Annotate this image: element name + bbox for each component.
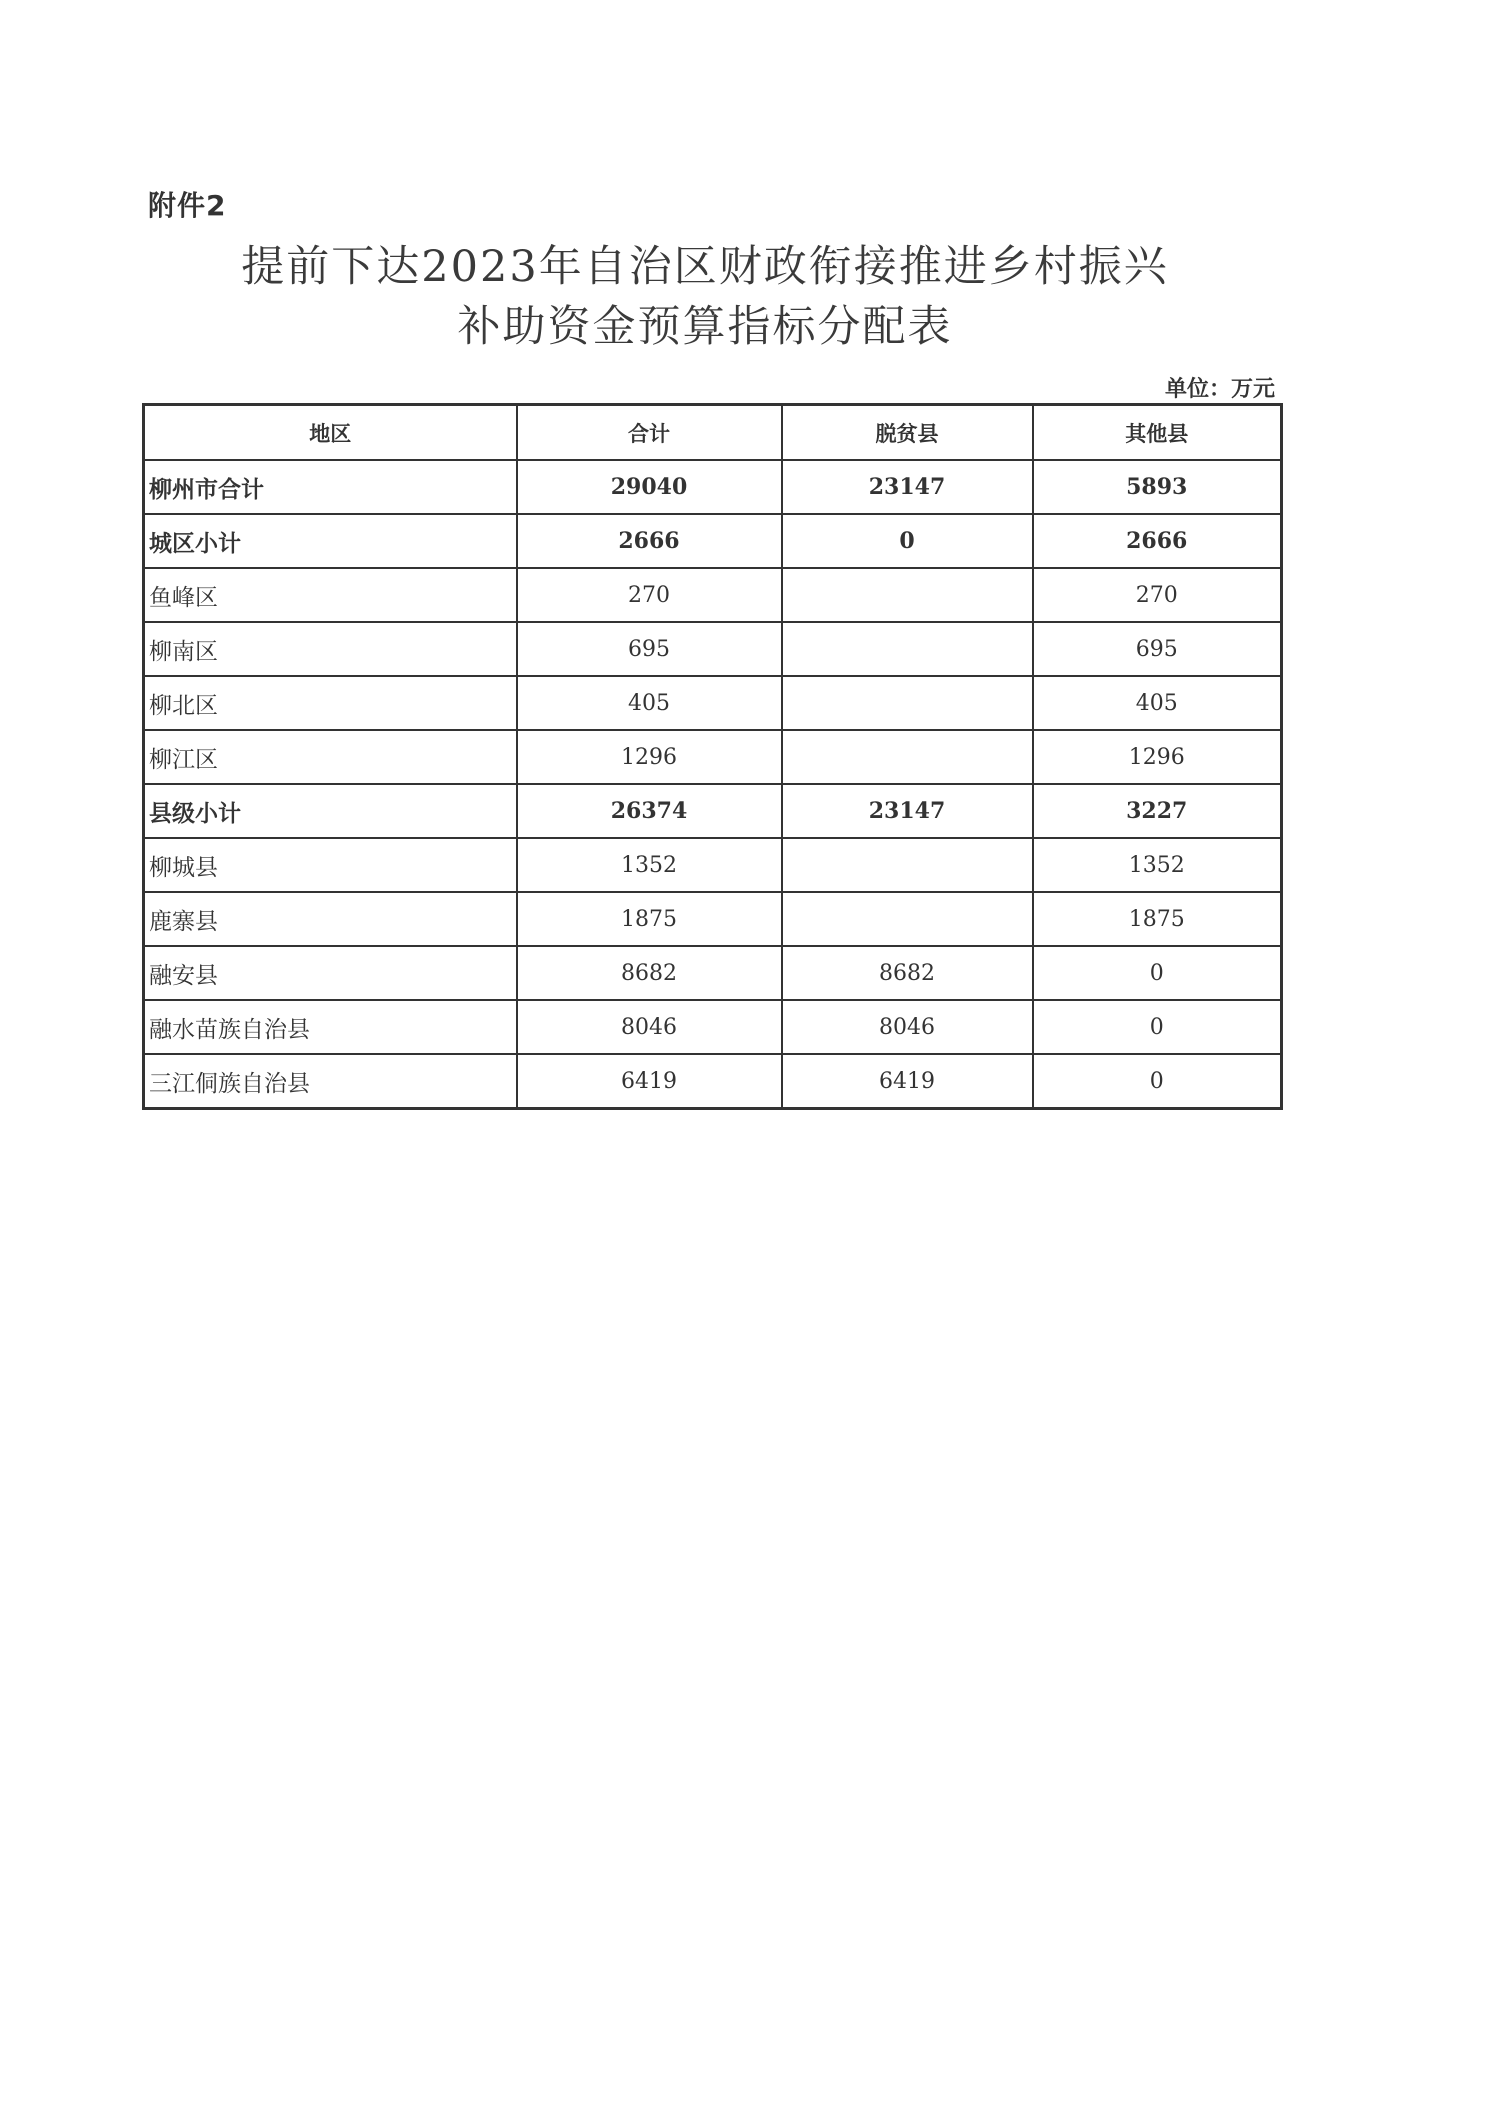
poverty-county-cell: 23147 bbox=[782, 784, 1033, 838]
region-cell: 城区小计 bbox=[144, 514, 517, 568]
total-cell: 405 bbox=[517, 676, 782, 730]
poverty-county-cell: 23147 bbox=[782, 460, 1033, 514]
total-cell: 270 bbox=[517, 568, 782, 622]
table-row bbox=[144, 460, 1282, 514]
table-row bbox=[144, 622, 1282, 676]
poverty-county-cell: 6419 bbox=[782, 1054, 1033, 1109]
poverty-county-cell bbox=[782, 892, 1033, 946]
table-row bbox=[144, 1054, 1282, 1109]
other-county-cell: 0 bbox=[1033, 1054, 1282, 1109]
unit-label: 单位：万元 bbox=[1164, 377, 1275, 402]
total-cell: 6419 bbox=[517, 1054, 782, 1109]
allocation-table bbox=[142, 403, 1283, 1110]
poverty-county-cell bbox=[782, 730, 1033, 784]
table-row bbox=[144, 514, 1282, 568]
total-cell: 695 bbox=[517, 622, 782, 676]
total-cell: 1875 bbox=[517, 892, 782, 946]
header-region: 地区 bbox=[144, 405, 517, 461]
total-cell: 2666 bbox=[517, 514, 782, 568]
header-total: 合计 bbox=[517, 405, 782, 461]
poverty-county-cell bbox=[782, 568, 1033, 622]
document-title-line-1: 提前下达2023年自治区财政衔接推进乡村振兴 bbox=[241, 242, 1169, 292]
document-title-line-2: 补助资金预算指标分配表 bbox=[457, 302, 953, 352]
poverty-county-cell: 8046 bbox=[782, 1000, 1033, 1054]
table-row bbox=[144, 730, 1282, 784]
other-county-cell: 2666 bbox=[1033, 514, 1282, 568]
other-county-cell: 3227 bbox=[1033, 784, 1282, 838]
other-county-cell: 5893 bbox=[1033, 460, 1282, 514]
table-body bbox=[144, 460, 1282, 1109]
total-cell: 26374 bbox=[517, 784, 782, 838]
region-cell: 柳南区 bbox=[144, 622, 517, 676]
region-cell: 县级小计 bbox=[144, 784, 517, 838]
header-poverty-county: 脱贫县 bbox=[782, 405, 1033, 461]
region-cell: 融安县 bbox=[144, 946, 517, 1000]
total-cell: 29040 bbox=[517, 460, 782, 514]
other-county-cell: 1296 bbox=[1033, 730, 1282, 784]
region-cell: 融水苗族自治县 bbox=[144, 1000, 517, 1054]
other-county-cell: 1875 bbox=[1033, 892, 1282, 946]
poverty-county-cell bbox=[782, 676, 1033, 730]
table-row bbox=[144, 568, 1282, 622]
poverty-county-cell bbox=[782, 622, 1033, 676]
total-cell: 8046 bbox=[517, 1000, 782, 1054]
attachment-label: 附件2 bbox=[148, 189, 227, 222]
other-county-cell: 1352 bbox=[1033, 838, 1282, 892]
poverty-county-cell: 8682 bbox=[782, 946, 1033, 1000]
region-cell: 柳城县 bbox=[144, 838, 517, 892]
other-county-cell: 270 bbox=[1033, 568, 1282, 622]
total-cell: 1352 bbox=[517, 838, 782, 892]
poverty-county-cell bbox=[782, 838, 1033, 892]
region-cell: 柳江区 bbox=[144, 730, 517, 784]
table-row bbox=[144, 676, 1282, 730]
total-cell: 8682 bbox=[517, 946, 782, 1000]
region-cell: 柳北区 bbox=[144, 676, 517, 730]
region-cell: 鱼峰区 bbox=[144, 568, 517, 622]
poverty-county-cell: 0 bbox=[782, 514, 1033, 568]
other-county-cell: 405 bbox=[1033, 676, 1282, 730]
total-cell: 1296 bbox=[517, 730, 782, 784]
other-county-cell: 0 bbox=[1033, 1000, 1282, 1054]
other-county-cell: 695 bbox=[1033, 622, 1282, 676]
other-county-cell: 0 bbox=[1033, 946, 1282, 1000]
table-row bbox=[144, 838, 1282, 892]
table-row bbox=[144, 892, 1282, 946]
region-cell: 鹿寨县 bbox=[144, 892, 517, 946]
table-row bbox=[144, 784, 1282, 838]
table-row bbox=[144, 1000, 1282, 1054]
region-cell: 柳州市合计 bbox=[144, 460, 517, 514]
region-cell: 三江侗族自治县 bbox=[144, 1054, 517, 1109]
table-header-row bbox=[144, 405, 1282, 461]
table-row bbox=[144, 946, 1282, 1000]
header-other-county: 其他县 bbox=[1033, 405, 1282, 461]
